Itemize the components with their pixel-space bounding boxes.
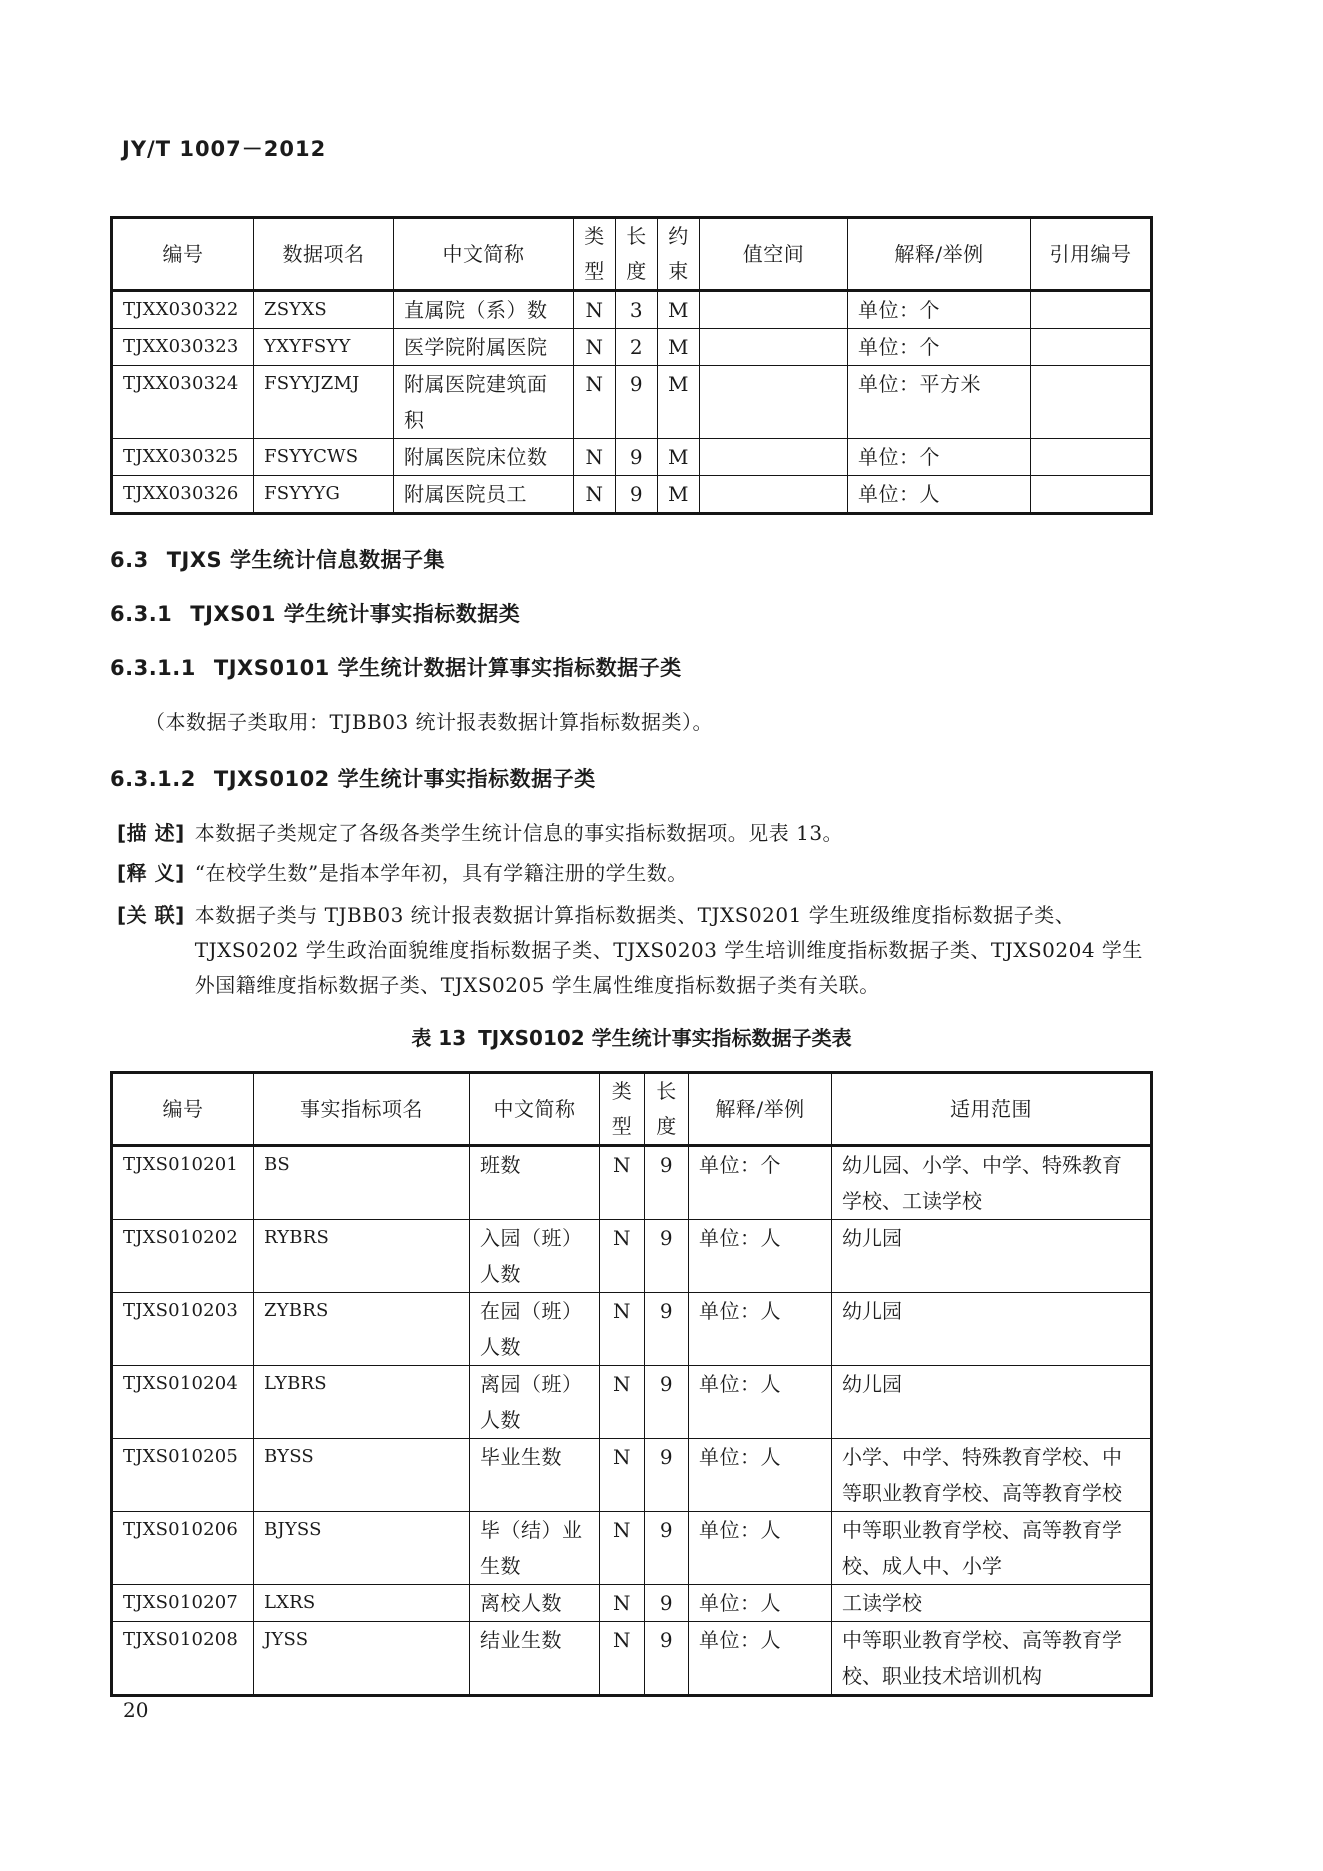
cell-value-space (700, 476, 848, 514)
table-row (112, 1622, 1152, 1696)
cell-type: N (574, 439, 616, 476)
col-header-id: 编号 (112, 218, 254, 291)
cell-length: 9 (645, 1622, 689, 1696)
cell-scope: 中等职业教育学校、高等教育学校、职业技术培训机构 (832, 1622, 1152, 1696)
cell-explain: 单位：人 (689, 1622, 832, 1696)
col-header-value-space: 值空间 (700, 218, 848, 291)
section-number: 6.3.1.2 (110, 767, 196, 791)
doc-code: JY/T 1007－2012 (122, 137, 327, 161)
cell-value-space (700, 329, 848, 366)
cell-cn: 离校人数 (470, 1585, 600, 1622)
cell-explain: 单位：人 (689, 1512, 832, 1585)
table-header-row (112, 218, 1152, 291)
col-header-cn: 中文简称 (394, 218, 574, 291)
cell-length: 9 (645, 1146, 689, 1220)
cell-ref (1031, 329, 1152, 366)
cell-length: 9 (616, 476, 658, 514)
cell-id: TJXS010208 (112, 1622, 254, 1696)
cell-id: TJXS010202 (112, 1220, 254, 1293)
cell-constraint: M (658, 476, 700, 514)
section-number: 6.3.1 (110, 602, 173, 626)
cell-explain: 单位：人 (689, 1585, 832, 1622)
relation-label: [关 联] (117, 903, 185, 927)
cell-explain: 单位：人 (848, 476, 1031, 514)
cell-name: FSYYCWS (254, 439, 394, 476)
table-row (112, 1366, 1152, 1439)
col-header-type: 类型 (600, 1073, 645, 1146)
cell-length: 9 (645, 1366, 689, 1439)
cell-ref (1031, 366, 1152, 439)
col-header-explain: 解释/举例 (689, 1073, 832, 1146)
section-heading-6-3-1-2 (110, 764, 1153, 794)
cell-length: 9 (645, 1512, 689, 1585)
table-row (112, 291, 1152, 329)
section-heading-6-3-1-1 (110, 653, 1153, 683)
cell-length: 9 (616, 366, 658, 439)
cell-constraint: M (658, 439, 700, 476)
cell-scope: 工读学校 (832, 1585, 1152, 1622)
cell-fact-name: BS (254, 1146, 470, 1220)
cell-scope: 幼儿园、小学、中学、特殊教育学校、工读学校 (832, 1146, 1152, 1220)
cell-length: 9 (616, 439, 658, 476)
cell-length: 9 (645, 1293, 689, 1366)
cell-type: N (574, 476, 616, 514)
data-items-table (110, 216, 1153, 515)
cell-ref (1031, 439, 1152, 476)
cell-length: 9 (645, 1439, 689, 1512)
cell-constraint: M (658, 329, 700, 366)
cell-cn: 附属医院员工 (394, 476, 574, 514)
table-row (112, 439, 1152, 476)
cell-name: FSYYJZMJ (254, 366, 394, 439)
cell-cn: 入园（班）人数 (470, 1220, 600, 1293)
table-row (112, 1293, 1152, 1366)
cell-id: TJXS010207 (112, 1585, 254, 1622)
cell-id: TJXS010205 (112, 1439, 254, 1512)
table-caption-number: 表 13 (411, 1026, 467, 1050)
cell-cn: 直属院（系）数 (394, 291, 574, 329)
cell-ref (1031, 476, 1152, 514)
cell-cn: 附属医院建筑面积 (394, 366, 574, 439)
col-header-fact-name: 事实指标项名 (254, 1073, 470, 1146)
description-text: 本数据子类规定了各级各类学生统计信息的事实指标数据项。见表 13。 (194, 821, 844, 845)
cell-scope: 幼儿园 (832, 1293, 1152, 1366)
cell-constraint: M (658, 291, 700, 329)
cell-value-space (700, 439, 848, 476)
cell-cn: 附属医院床位数 (394, 439, 574, 476)
cell-explain: 单位：平方米 (848, 366, 1031, 439)
col-header-length: 长度 (616, 218, 658, 291)
cell-constraint: M (658, 366, 700, 439)
section-number: 6.3.1.1 (110, 656, 196, 680)
cell-id: TJXS010206 (112, 1512, 254, 1585)
cell-id: TJXX030322 (112, 291, 254, 329)
col-header-type: 类型 (574, 218, 616, 291)
interpretation-paragraph (110, 856, 1153, 891)
cell-cn: 毕（结）业生数 (470, 1512, 600, 1585)
cell-type: N (574, 329, 616, 366)
page-number: 20 (123, 1698, 149, 1722)
cell-scope: 中等职业教育学校、高等教育学校、成人中、小学 (832, 1512, 1152, 1585)
cell-fact-name: BYSS (254, 1439, 470, 1512)
description-label: [描 述] (117, 821, 185, 845)
section-title: TJXS01 学生统计事实指标数据类 (190, 602, 521, 626)
cell-fact-name: ZYBRS (254, 1293, 470, 1366)
cell-name: ZSYXS (254, 291, 394, 329)
table-row (112, 1146, 1152, 1220)
cell-type: N (600, 1146, 645, 1220)
section-number: 6.3 (110, 548, 149, 572)
interpretation-text: “在校学生数”是指本学年初，具有学籍注册的学生数。 (194, 861, 688, 885)
cell-type: N (600, 1366, 645, 1439)
cell-id: TJXX030325 (112, 439, 254, 476)
cell-ref (1031, 291, 1152, 329)
cell-name: FSYYYG (254, 476, 394, 514)
cell-type: N (574, 291, 616, 329)
cell-id: TJXX030326 (112, 476, 254, 514)
col-header-scope: 适用范围 (832, 1073, 1152, 1146)
cell-length: 2 (616, 329, 658, 366)
cell-type: N (600, 1439, 645, 1512)
col-header-explain: 解释/举例 (848, 218, 1031, 291)
table-header-row (112, 1073, 1152, 1146)
interpretation-label: [释 义] (117, 861, 185, 885)
cell-id: TJXX030324 (112, 366, 254, 439)
note-paragraph: （本数据子类取用：TJBB03 统计报表数据计算指标数据类）。 (145, 710, 714, 734)
cell-id: TJXX030323 (112, 329, 254, 366)
cell-type: N (600, 1293, 645, 1366)
cell-id: TJXS010201 (112, 1146, 254, 1220)
cell-fact-name: LXRS (254, 1585, 470, 1622)
col-header-id: 编号 (112, 1073, 254, 1146)
section-title: TJXS0101 学生统计数据计算事实指标数据子类 (213, 656, 682, 680)
table-row (112, 1220, 1152, 1293)
col-header-constraint: 约束 (658, 218, 700, 291)
col-header-ref: 引用编号 (1031, 218, 1152, 291)
cell-fact-name: JYSS (254, 1622, 470, 1696)
section-title: TJXS 学生统计信息数据子集 (166, 548, 445, 572)
relation-paragraph (110, 898, 1153, 1003)
cell-id: TJXS010204 (112, 1366, 254, 1439)
cell-length: 9 (645, 1220, 689, 1293)
cell-value-space (700, 291, 848, 329)
table-13 (110, 1071, 1153, 1697)
description-paragraph (110, 816, 1153, 851)
cell-explain: 单位：人 (689, 1220, 832, 1293)
cell-scope: 幼儿园 (832, 1366, 1152, 1439)
table-row (112, 1585, 1152, 1622)
cell-fact-name: BJYSS (254, 1512, 470, 1585)
cell-explain: 单位：个 (689, 1146, 832, 1220)
relation-text: 本数据子类与 TJBB03 统计报表数据计算指标数据类、TJXS0201 学生班级维度指标数据子类、TJXS0202 学生政治面貌维度指标数据子类、TJXS0203 学生培训维度指标数据子类、TJXS0204 学生外国籍维度指标数据子类、TJXS0205 学生属性维度指标数据子类有关联。 (194, 903, 1143, 997)
cell-explain: 单位：人 (689, 1293, 832, 1366)
cell-explain: 单位：个 (848, 439, 1031, 476)
table-row (112, 1512, 1152, 1585)
cell-explain: 单位：人 (689, 1439, 832, 1512)
cell-fact-name: LYBRS (254, 1366, 470, 1439)
cell-explain: 单位：人 (689, 1366, 832, 1439)
table-row (112, 329, 1152, 366)
cell-cn: 在园（班）人数 (470, 1293, 600, 1366)
cell-length: 3 (616, 291, 658, 329)
cell-value-space (700, 366, 848, 439)
section-title: TJXS0102 学生统计事实指标数据子类 (213, 767, 596, 791)
cell-type: N (600, 1512, 645, 1585)
section-heading-6-3 (110, 545, 1153, 575)
table-row (112, 366, 1152, 439)
col-header-cn: 中文简称 (470, 1073, 600, 1146)
cell-type: N (600, 1585, 645, 1622)
cell-fact-name: RYBRS (254, 1220, 470, 1293)
cell-explain: 单位：个 (848, 291, 1031, 329)
table-row (112, 476, 1152, 514)
cell-length: 9 (645, 1585, 689, 1622)
cell-scope: 小学、中学、特殊教育学校、中等职业教育学校、高等教育学校 (832, 1439, 1152, 1512)
cell-type: N (600, 1622, 645, 1696)
cell-cn: 结业生数 (470, 1622, 600, 1696)
cell-scope: 幼儿园 (832, 1220, 1152, 1293)
cell-name: YXYFSYY (254, 329, 394, 366)
cell-cn: 离园（班）人数 (470, 1366, 600, 1439)
col-header-name: 数据项名 (254, 218, 394, 291)
table-13-caption (110, 1023, 1153, 1053)
section-heading-6-3-1 (110, 599, 1153, 629)
cell-cn: 医学院附属医院 (394, 329, 574, 366)
cell-cn: 班数 (470, 1146, 600, 1220)
col-header-length: 长度 (645, 1073, 689, 1146)
table-row (112, 1439, 1152, 1512)
cell-id: TJXS010203 (112, 1293, 254, 1366)
cell-explain: 单位：个 (848, 329, 1031, 366)
cell-type: N (574, 366, 616, 439)
cell-type: N (600, 1220, 645, 1293)
table-caption-title: TJXS0102 学生统计事实指标数据子类表 (478, 1026, 852, 1050)
cell-cn: 毕业生数 (470, 1439, 600, 1512)
